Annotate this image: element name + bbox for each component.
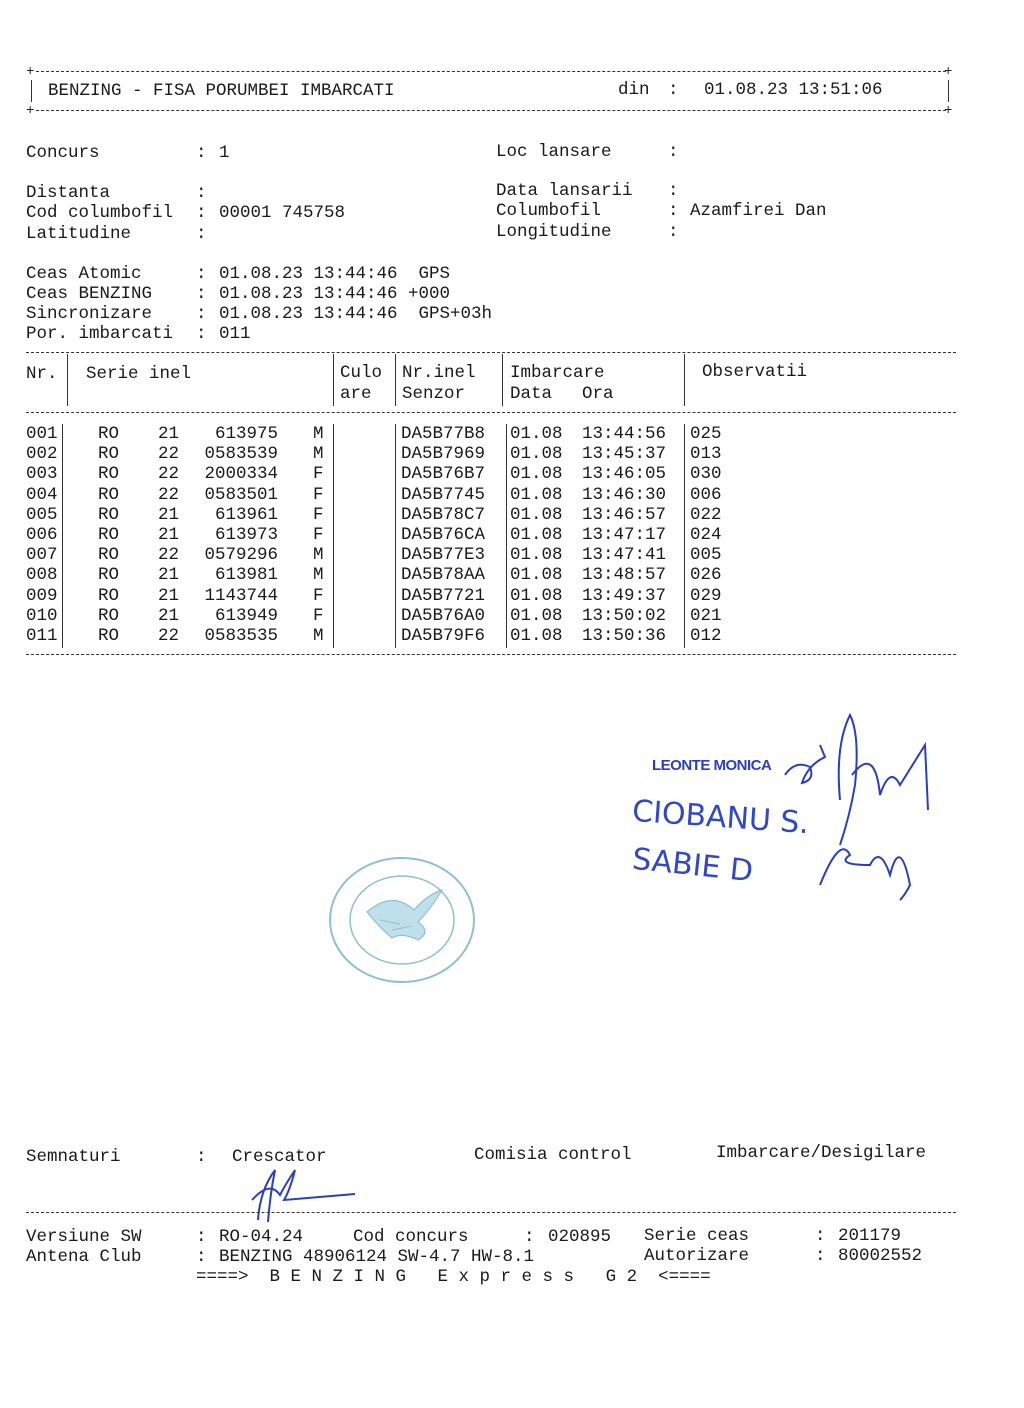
cell-tara: RO: [98, 626, 120, 646]
cell-ora: 13:44:56: [582, 424, 667, 444]
document-title: BENZING - FISA PORUMBEI IMBARCATI: [48, 81, 395, 101]
corner-mark: +: [944, 103, 953, 119]
cell-an: 21: [158, 525, 180, 545]
col-divider: [333, 354, 334, 406]
sincronizare-label: Sincronizare: [26, 304, 153, 324]
loc-lansare-label: Loc lansare: [496, 142, 612, 162]
cell-senzor: DA5B77B8: [401, 424, 486, 444]
header-bottom-rule: [36, 110, 946, 111]
cell-data: 01.08: [510, 565, 563, 586]
cell-tara: RO: [98, 545, 120, 566]
semnaturi-label: Semnaturi: [26, 1147, 121, 1167]
comisia-label: Comisia control: [474, 1145, 632, 1165]
table-row: [0, 586, 1024, 606]
ceas-benzing-value: 01.08.23 13:44:46 +000: [219, 284, 451, 304]
cell-nr: 007: [26, 545, 58, 566]
por-imbarcati-label: Por. imbarcati: [26, 324, 174, 344]
crescator-label: Crescator: [232, 1147, 327, 1167]
cell-ora: 13:50:02: [582, 605, 667, 626]
header-right-border: [948, 80, 949, 102]
cod-concurs-value: 020895: [548, 1227, 612, 1247]
cell-sex: M: [313, 444, 324, 465]
cell-tara: RO: [98, 484, 120, 505]
cell-an: 22: [158, 545, 180, 566]
cell-tara: RO: [98, 525, 120, 545]
cell-ora: 13:46:05: [582, 464, 667, 485]
serie-ceas-label: Serie ceas: [644, 1226, 750, 1246]
serie-ceas-value: 201179: [838, 1226, 902, 1246]
cell-obs: 030: [690, 464, 722, 485]
cell-obs: 013: [690, 444, 722, 465]
cell-an: 21: [158, 605, 180, 626]
cell-tara: RO: [98, 585, 120, 606]
col-header-nr: Nr.: [26, 364, 58, 384]
cell-obs: 024: [690, 525, 722, 545]
cell-senzor: DA5B7969: [401, 444, 486, 465]
col-header-nrinel: Nr.inel: [402, 363, 476, 383]
cell-senzor: DA5B76A0: [401, 605, 486, 626]
col-header-observatii: Observatii: [702, 362, 808, 382]
table-row: [0, 485, 1024, 505]
col-header-imbarcare: Imbarcare: [510, 363, 605, 383]
cell-inel: 0579296: [204, 545, 278, 566]
autorizare-label: Autorizare: [644, 1246, 750, 1266]
signer-name-sabie: SABIE D: [630, 841, 755, 890]
commission-signatures: [780, 705, 940, 905]
cell-ora: 13:49:37: [582, 585, 667, 606]
cell-data: 01.08: [510, 605, 563, 626]
cell-tara: RO: [98, 424, 120, 444]
col-header-data: Data: [510, 384, 553, 404]
ceas-benzing-label: Ceas BENZING: [26, 284, 153, 304]
footer-rule: [26, 1212, 956, 1213]
cell-inel: 0583501: [204, 484, 278, 505]
cell-nr: 005: [26, 504, 58, 525]
cell-inel: 613949: [214, 605, 278, 626]
col-header-culo: Culo: [340, 363, 383, 383]
cell-senzor: DA5B76CA: [401, 525, 486, 545]
cell-nr: 001: [26, 424, 58, 444]
cod-columbofil-label: Cod columbofil: [26, 203, 174, 223]
cell-nr: 003: [26, 464, 58, 485]
data-lansarii-label: Data lansarii: [496, 181, 633, 201]
concurs-value: 1: [219, 143, 230, 163]
col-divider: [684, 354, 685, 406]
cell-sex: M: [313, 626, 324, 646]
cell-inel: 613981: [214, 565, 278, 586]
cell-data: 01.08: [510, 585, 563, 606]
cell-senzor: DA5B78C7: [401, 504, 486, 525]
table-row: [0, 565, 1024, 585]
cell-inel: 613975: [214, 424, 278, 444]
versiune-value: RO-04.24: [219, 1227, 304, 1247]
longitudine-label: Longitudine: [496, 222, 612, 242]
ceas-atomic-value: 01.08.23 13:44:46 GPS: [219, 264, 451, 284]
antena-value: BENZING 48906124 SW-4.7 HW-8.1: [219, 1247, 535, 1267]
cell-an: 21: [158, 424, 180, 444]
benzing-banner: ====> B E N Z I N G E x p r e s s G 2 <====: [196, 1267, 711, 1287]
cell-obs: 025: [690, 424, 722, 444]
cell-sex: M: [313, 545, 324, 566]
cod-columbofil-value: 00001 745758: [219, 203, 346, 223]
din-label: din: [618, 80, 650, 100]
por-imbarcati-value: 011: [219, 324, 251, 344]
cell-nr: 010: [26, 605, 58, 626]
table-bottom-rule: [26, 654, 956, 655]
cell-an: 21: [158, 504, 180, 525]
cell-data: 01.08: [510, 424, 563, 444]
cell-ora: 13:47:41: [582, 545, 667, 566]
cell-senzor: DA5B78AA: [401, 565, 486, 586]
columbofil-value: Azamfirei Dan: [690, 201, 827, 221]
cell-nr: 002: [26, 444, 58, 465]
cell-data: 01.08: [510, 504, 563, 525]
club-stamp: [322, 850, 482, 990]
cell-sex: F: [313, 525, 324, 545]
cell-an: 22: [158, 484, 180, 505]
cell-ora: 13:45:37: [582, 444, 667, 465]
corner-mark: +: [26, 103, 35, 119]
columbofil-label: Columbofil: [496, 201, 602, 221]
cell-data: 01.08: [510, 464, 563, 485]
table-row: [0, 626, 1024, 646]
cell-an: 21: [158, 585, 180, 606]
cell-obs: 006: [690, 484, 722, 505]
cell-nr: 011: [26, 626, 58, 646]
imbarcare-label: Imbarcare/Desigilare: [716, 1143, 927, 1163]
cell-tara: RO: [98, 565, 120, 586]
table-row: [0, 606, 1024, 626]
cell-obs: 022: [690, 504, 722, 525]
cell-ora: 13:50:36: [582, 626, 667, 646]
cell-senzor: DA5B79F6: [401, 626, 486, 646]
sincronizare-value: 01.08.23 13:44:46 GPS+03h: [219, 304, 493, 324]
col-header-are: are: [340, 384, 372, 404]
col-header-senzor: Senzor: [402, 384, 466, 404]
cell-nr: 009: [26, 585, 58, 606]
ceas-atomic-label: Ceas Atomic: [26, 264, 142, 284]
table-row: [0, 444, 1024, 464]
cell-sex: M: [313, 424, 324, 444]
cell-nr: 008: [26, 565, 58, 586]
cell-inel: 2000334: [204, 464, 278, 485]
col-divider: [395, 354, 396, 406]
table-header-rule: [26, 412, 956, 413]
cod-concurs-label: Cod concurs: [353, 1227, 469, 1247]
cell-obs: 029: [690, 585, 722, 606]
cell-data: 01.08: [510, 545, 563, 566]
cell-sex: F: [313, 464, 324, 485]
cell-senzor: DA5B7721: [401, 585, 486, 606]
signer-name-ciobanu: CIOBANU S.: [631, 793, 811, 842]
col-header-ora: Ora: [582, 384, 614, 404]
col-header-serie: Serie inel: [86, 364, 192, 384]
cell-ora: 13:48:57: [582, 565, 667, 586]
cell-data: 01.08: [510, 626, 563, 646]
cell-obs: 005: [690, 545, 722, 566]
cell-data: 01.08: [510, 484, 563, 505]
cell-an: 22: [158, 444, 180, 465]
cell-tara: RO: [98, 464, 120, 485]
distanta-label: Distanta: [26, 183, 111, 203]
table-row: [0, 464, 1024, 484]
corner-mark: +: [26, 64, 35, 80]
antena-label: Antena Club: [26, 1247, 142, 1267]
cell-sex: F: [313, 484, 324, 505]
cell-obs: 021: [690, 605, 722, 626]
cell-nr: 004: [26, 484, 58, 505]
table-row: [0, 505, 1024, 525]
cell-inel: 613961: [214, 504, 278, 525]
cell-obs: 012: [690, 626, 722, 646]
header-left-border: [31, 80, 32, 102]
col-divider: [67, 354, 68, 406]
cell-inel: 0583535: [204, 626, 278, 646]
cell-tara: RO: [98, 504, 120, 525]
cell-sex: M: [313, 565, 324, 586]
cell-data: 01.08: [510, 444, 563, 465]
col-divider: [502, 354, 503, 406]
latitudine-label: Latitudine: [26, 224, 132, 244]
crescator-signature: [240, 1160, 370, 1230]
concurs-label: Concurs: [26, 143, 100, 163]
cell-data: 01.08: [510, 525, 563, 545]
cell-tara: RO: [98, 444, 120, 465]
cell-sex: F: [313, 504, 324, 525]
cell-senzor: DA5B7745: [401, 484, 486, 505]
cell-senzor: DA5B76B7: [401, 464, 486, 485]
cell-an: 22: [158, 464, 180, 485]
cell-ora: 13:47:17: [582, 525, 667, 545]
print-datetime: 01.08.23 13:51:06: [704, 80, 883, 100]
header-top-rule: [36, 71, 946, 72]
signer-name-leonte: LEONTE MONICA: [652, 757, 772, 774]
cell-an: 21: [158, 565, 180, 586]
cell-sex: F: [313, 605, 324, 626]
cell-ora: 13:46:30: [582, 484, 667, 505]
autorizare-value: 80002552: [838, 1246, 923, 1266]
cell-ora: 13:46:57: [582, 504, 667, 525]
cell-inel: 0583539: [204, 444, 278, 465]
cell-sex: F: [313, 585, 324, 606]
table-top-rule: [26, 352, 956, 353]
table-row: [0, 424, 1024, 444]
versiune-label: Versiune SW: [26, 1227, 142, 1247]
table-row: [0, 525, 1024, 545]
cell-inel: 1143744: [204, 585, 278, 606]
cell-obs: 026: [690, 565, 722, 586]
cell-senzor: DA5B77E3: [401, 545, 486, 566]
cell-an: 22: [158, 626, 180, 646]
cell-tara: RO: [98, 605, 120, 626]
cell-inel: 613973: [214, 525, 278, 545]
cell-nr: 006: [26, 525, 58, 545]
corner-mark: +: [944, 64, 953, 80]
table-row: [0, 545, 1024, 565]
